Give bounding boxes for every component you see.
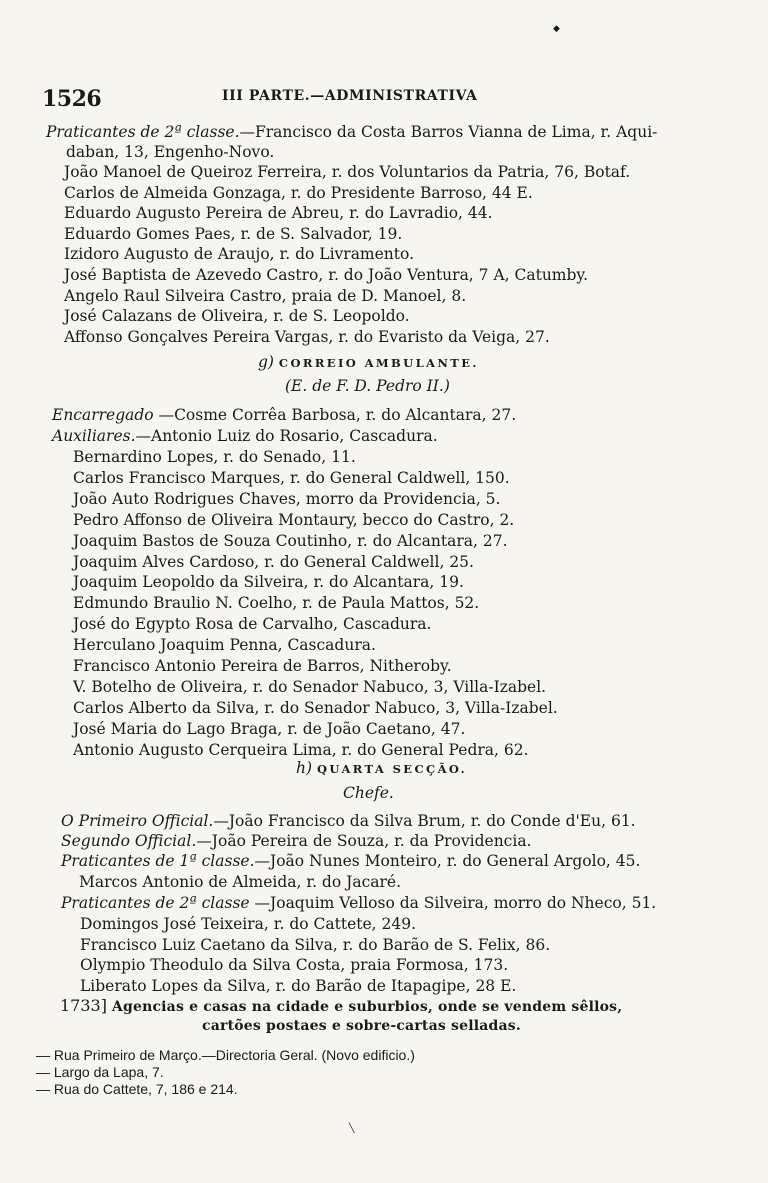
- segundo-official-text: —João Pereira de Souza, r. da Providencia.: [196, 832, 532, 850]
- page-speck: ◆: [553, 24, 560, 34]
- auxiliares-label: Auxiliares.: [52, 427, 136, 445]
- list-item: Eduardo Augusto Pereira de Abreu, r. do Lavradio, 44.: [64, 204, 493, 223]
- encarregado-label: Encarregado: [52, 406, 154, 424]
- list-item: Joaquim Bastos de Souza Coutinho, r. do Alcantara, 27.: [73, 531, 508, 550]
- auxiliares-text: —Antonio Luiz do Rosario, Cascadura.: [135, 427, 438, 445]
- list-item: Eduardo Gomes Paes, r. de S. Salvador, 19.: [64, 224, 403, 243]
- praticantes-1-line: [61, 851, 640, 871]
- list-item: Herculano Joaquim Penna, Cascadura.: [73, 636, 376, 655]
- list-item: Affonso Gonçalves Pereira Vargas, r. do Evaristo da Veiga, 27.: [64, 327, 550, 346]
- list-item: Antonio Augusto Cerqueira Lima, r. do General Pedra, 62.: [73, 740, 529, 759]
- list-item: Francisco Luiz Caetano da Silva, r. do Barão de S. Felix, 86.: [80, 935, 551, 954]
- section-h-heading: [296, 758, 467, 779]
- list-item: José Baptista de Azevedo Castro, r. do João Ventura, 7 A, Catumby.: [64, 266, 589, 284]
- encarregado-line: [52, 405, 516, 425]
- footer-item: — Rua do Cattete, 7, 186 e 214.: [36, 1081, 238, 1097]
- page-speck-bottom: ╲: [349, 1124, 355, 1134]
- section-g-title: CORREIO AMBULANTE.: [278, 356, 479, 370]
- list-item: João Auto Rodrigues Chaves, morro da Providencia, 5.: [73, 489, 501, 508]
- footer-item: — Largo da Lapa, 7.: [36, 1064, 164, 1080]
- section-1733-heading-line2: cartões postaes e sobre-cartas selladas.: [202, 1018, 521, 1034]
- praticantes-2-first-cont: daban, 13, Engenho-Novo.: [66, 143, 275, 161]
- praticantes-1-label: Praticantes de 1ª classe.: [61, 852, 255, 870]
- list-item: Olympio Theodulo da Silva Costa, praia Formosa, 173.: [80, 956, 509, 974]
- list-item: Bernardino Lopes, r. do Senado, 11.: [73, 448, 356, 466]
- section-1733-heading: Agencias e casas na cidade e suburbios, onde se vendem sêllos,: [111, 999, 623, 1015]
- praticantes-2-label: Praticantes de 2ª classe.: [46, 123, 240, 141]
- page-header-title: III PARTE.—ADMINISTRATIVA: [222, 88, 478, 104]
- praticantes-2h-text: —Joaquim Velloso da Silveira, morro do Nheco, 51.: [249, 894, 657, 912]
- praticantes-1-text: —João Nunes Monteiro, r. do General Argolo, 45.: [254, 852, 641, 870]
- list-item: Edmundo Braulio N. Coelho, r. de Paula Mattos, 52.: [73, 594, 480, 613]
- section-h-title: QUARTA SECÇÃO.: [316, 762, 468, 776]
- section-h-letter: h): [296, 759, 313, 777]
- section-g-heading: [258, 352, 479, 373]
- list-item: Joaquim Leopoldo da Silveira, r. do Alcantara, 19.: [73, 573, 464, 592]
- list-item: José do Egypto Rosa de Carvalho, Cascadura.: [73, 615, 432, 634]
- section-g-letter: g): [258, 353, 274, 371]
- praticantes-2h-label: Praticantes de 2ª classe: [61, 894, 250, 912]
- section-1733-line1: [60, 996, 622, 1017]
- section-h-chefe: Chefe.: [343, 784, 394, 802]
- list-item: João Manoel de Queiroz Ferreira, r. dos Voluntarios da Patria, 76, Botaf.: [64, 163, 631, 181]
- list-item: Carlos Francisco Marques, r. do General Caldwell, 150.: [73, 468, 510, 487]
- list-item: Francisco Antonio Pereira de Barros, Nitheroby.: [73, 657, 452, 675]
- list-item: Carlos de Almeida Gonzaga, r. do Presidente Barroso, 44 E.: [64, 183, 533, 202]
- auxiliares-line: [52, 426, 438, 446]
- list-item: Carlos Alberto da Silva, r. do Senador Nabuco, 3, Villa-Izabel.: [73, 698, 558, 717]
- page-number: 1526: [42, 86, 102, 112]
- primeiro-official-label: O Primeiro Official.: [61, 812, 214, 830]
- praticantes-2-first: —Francisco da Costa Barros Vianna de Lima, r. Aqui-: [239, 123, 658, 141]
- encarregado-text: —Cosme Corrêa Barbosa, r. do Alcantara, 27.: [153, 406, 517, 424]
- praticantes-1-cont: Marcos Antonio de Almeida, r. do Jacaré.: [79, 873, 401, 891]
- list-item: Angelo Raul Silveira Castro, praia de D. Manoel, 8.: [64, 286, 467, 305]
- list-item: Joaquim Alves Cardoso, r. do General Caldwell, 25.: [73, 552, 474, 571]
- section-g-subtitle: (E. de F. D. Pedro II.): [285, 377, 450, 395]
- primeiro-official-text: —João Francisco da Silva Brum, r. do Conde d'Eu, 61.: [213, 812, 636, 830]
- segundo-official-line: [61, 831, 531, 851]
- list-item: José Maria do Lago Braga, r. de João Caetano, 47.: [73, 719, 466, 738]
- list-item: Pedro Affonso de Oliveira Montaury, becco do Castro, 2.: [73, 510, 515, 529]
- section-1733-number: 1733]: [60, 996, 107, 1015]
- list-item: José Calazans de Oliveira, r. de S. Leopoldo.: [64, 307, 410, 326]
- list-item: Domingos José Teixeira, r. do Cattete, 249.: [80, 915, 417, 933]
- praticantes-2h-line: [61, 893, 656, 913]
- list-item: Liberato Lopes da Silva, r. do Barão de Itapagipe, 28 E.: [80, 976, 517, 995]
- primeiro-official-line: [61, 811, 636, 831]
- praticantes-2-line: [46, 122, 657, 142]
- list-item: V. Botelho de Oliveira, r. do Senador Nabuco, 3, Villa-Izabel.: [73, 677, 547, 696]
- segundo-official-label: Segundo Official.: [61, 832, 197, 850]
- list-item: Izidoro Augusto de Araujo, r. do Livramento.: [64, 245, 414, 264]
- footer-item: — Rua Primeiro de Março.—Directoria Geral. (Novo edificio.): [36, 1047, 415, 1063]
